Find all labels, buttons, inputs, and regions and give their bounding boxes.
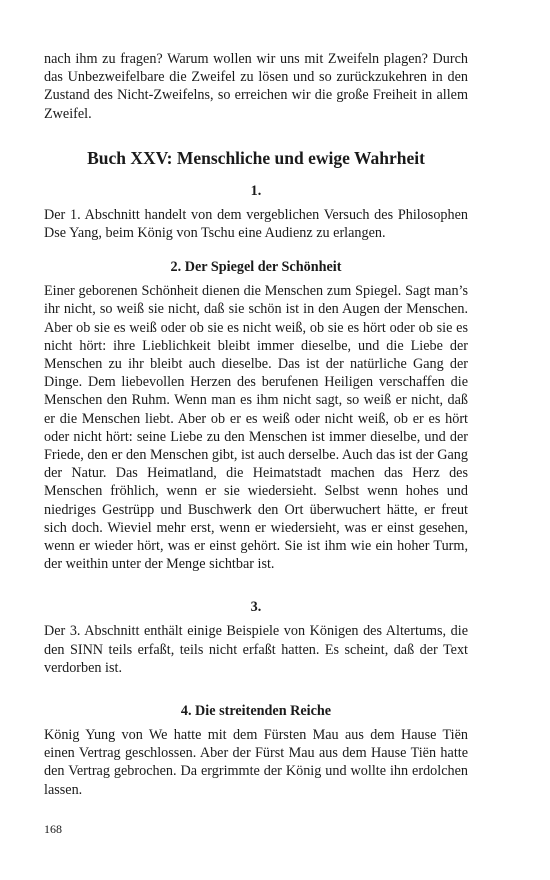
intro-paragraph: nach ihm zu fragen? Warum wollen wir uns mit Zweifeln plagen? Durch das Unbezweifelbare die Zweifel zu lösen und so zurückzukehren in den Zustand des Nicht-Zweifelns, so erreichen wir die große Freiheit in allem Zweifel. xyxy=(44,51,468,122)
page-number: 168 xyxy=(44,822,62,836)
section-heading: 1. xyxy=(250,182,262,199)
book-title: Buch XXV: Menschliche und ewige Wahrheit xyxy=(87,147,425,168)
section-paragraph: König Yung von We hatte mit dem Fürsten Mau aus dem Hause Tiën einen Vertrag geschlossen. Aber der Fürst Mau aus dem Hause Tiën hatte den Vertrag gebrochen. Da ergrimmte der König und wollte ihn erdolchen lassen. xyxy=(44,727,468,798)
section-paragraph: Einer geborenen Schönheit dienen die Menschen zum Spiegel. Sagt man’s ihr nicht, so weiß sie nicht, daß sie schön ist in den Augen der Menschen. Aber ob sie es weiß oder ob sie es nicht weiß, ob sie es hört oder ob sie es nicht hört: ihre Lieblichkeit bleibt immer dieselbe, und die Liebe der Menschen zu ihr bleibt auch dieselbe. Das ist der natürliche Gang der Dinge. Dem liebevollen Herzen des berufenen Heiligen verschaffen die Menschen den Ruhm. Wenn man es ihm nicht sagt, so weiß er nicht, daß er die Menschen liebt. Aber ob er es weiß oder nicht weiß, ob er es hört oder nicht hört: seine Liebe zu den Menschen ist immer dieselbe, und der Friede, den er den Menschen gibt, ist auch derselbe. Auch das ist der Gang der Natur. Das Heimatland, die Heimatstadt machen das Herz des Menschen fröhlich, wenn er sie wiedersieht. Selbst wenn hohes und niedriges Gestrüpp und Buschwerk den Ort überwuchert hätte, er freut sich doch. Wieviel mehr erst, wenn er wiedersieht, was er einst gesehen, wenn er wieder hört, was er einst gehört. Sie ist ihm wie ein hoher Turm, der weithin unter der Menge sichtbar ist. xyxy=(44,283,468,573)
book-page xyxy=(44,50,468,799)
section-heading: 4. Die streitenden Reiche xyxy=(180,703,332,720)
section-heading: 2. Der Spiegel der Schönheit xyxy=(170,259,342,276)
section-paragraph: Der 1. Abschnitt handelt von dem vergeblichen Versuch des Philosophen Dse Yang, beim König von Tschu eine Audienz zu erlangen. xyxy=(44,206,468,242)
section-paragraph: Der 3. Abschnitt enthält einige Beispiele von Königen des Altertums, die den SINN teils erfaßt, teils nicht erfaßt hatten. Es scheint, daß der Text verdorben ist. xyxy=(44,623,468,676)
section-heading: 3. xyxy=(250,599,262,616)
